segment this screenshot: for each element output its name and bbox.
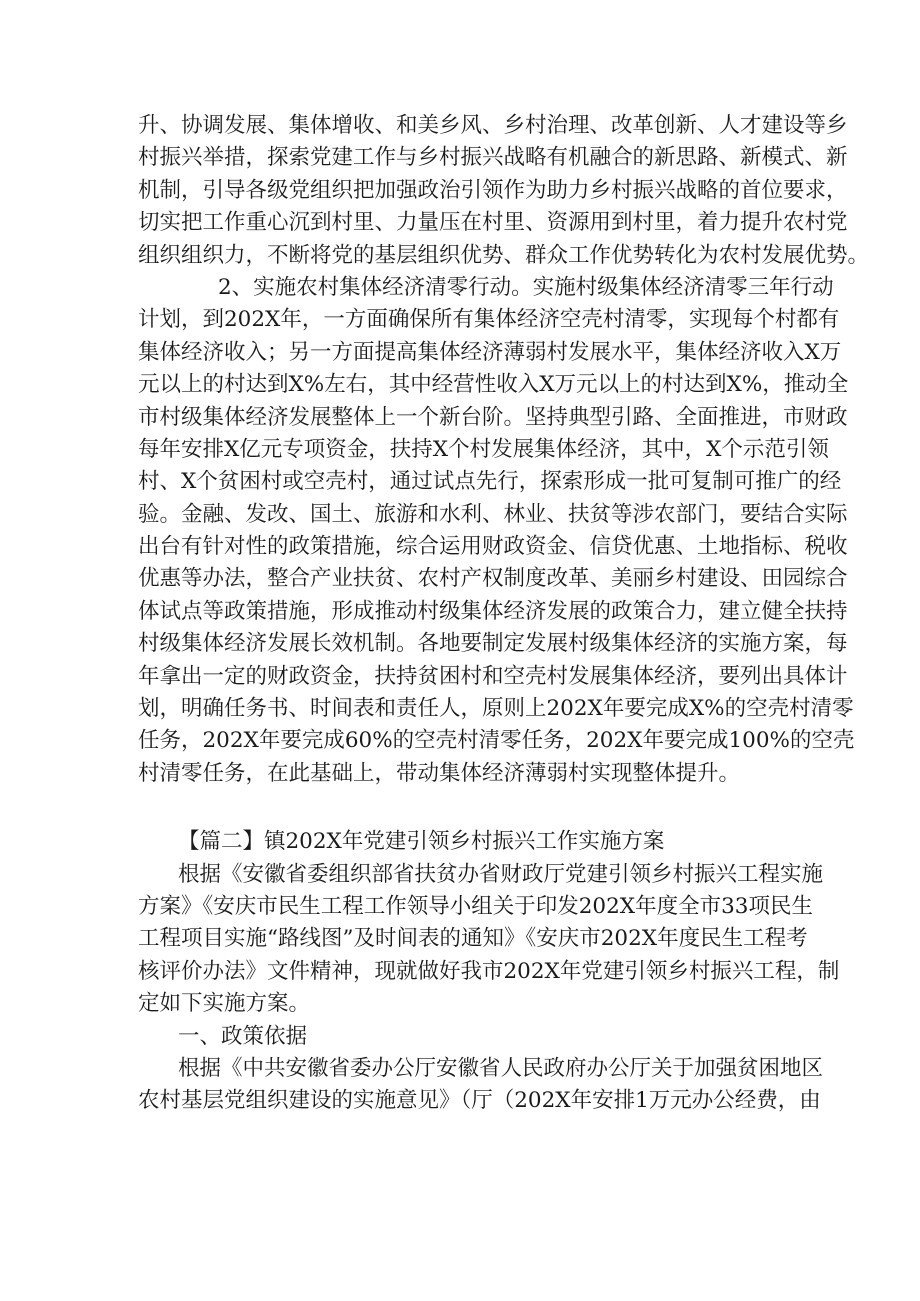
- paragraph-line: 市村级集体经济发展整体上一个新台阶。坚持典型引路、全面推进，市财政: [138, 404, 848, 430]
- paragraph-line: 每年安排X亿元专项资金，扶持X个村发展集体经济，其中，X个示范引领: [138, 436, 829, 462]
- paragraph-line: 工程项目实施“路线图”及时间表的通知》《安庆市202X年度民生工程考: [138, 926, 808, 952]
- paragraph-line: 年拿出一定的财政资金，扶持贫困村和空壳村发展集体经济，要列出具体计: [138, 663, 848, 689]
- paragraph-line: 村振兴举措，探索党建工作与乡村振兴战略有机融合的新思路、新模式、新: [138, 145, 848, 171]
- paragraph-line: 根据《安徽省委组织部省扶贫办省财政厅党建引领乡村振兴工程实施: [178, 861, 824, 887]
- paragraph-line: 验。金融、发改、国土、旅游和水利、林业、扶贫等涉农部门，要结合实际: [138, 501, 848, 527]
- paragraph-2: [138, 272, 855, 790]
- paragraph-line: 元以上的村达到X%左右，其中经营性收入X万元以上的村达到X%，推动全: [138, 372, 849, 398]
- policy-heading: 一、政策依据: [178, 1023, 308, 1049]
- paragraph-line: 集体经济收入；另一方面提高集体经济薄弱村发展水平，集体经济收入X万: [138, 339, 842, 365]
- paragraph-line: 根据《中共安徽省委办公厅安徽省人民政府办公厅关于加强贫困地区: [178, 1055, 824, 1081]
- paragraph-line: 优惠等办法，整合产业扶贫、农村产权制度改革、美丽乡村建设、田园综合: [138, 566, 848, 592]
- paragraph-line: 升、协调发展、集体增收、和美乡风、乡村治理、改革创新、人才建设等乡: [138, 113, 848, 138]
- paragraph-4: [138, 1053, 824, 1118]
- paragraph-line: 2、实施农村集体经济清零行动。实施村级集体经济清零三年行动: [218, 274, 834, 300]
- paragraph-3: [138, 859, 840, 1021]
- paragraph-line: 划，明确任务书、时间表和责任人，原则上202X年要完成X%的空壳村清零: [138, 696, 854, 722]
- paragraph-line: 农村基层党组织建设的实施意见》（厅（202X年安排1万元办公经费，由: [138, 1088, 821, 1114]
- paragraph-line: 体试点等政策措施，形成推动村级集体经济发展的政策合力，建立健全扶持: [138, 598, 848, 624]
- document-page: [138, 110, 870, 1118]
- paragraph-line: 方案》《安庆市民生工程工作领导小组关于印发202X年度全市33项民生: [138, 893, 813, 919]
- paragraph-line: 村级集体经济发展长效机制。各地要制定发展村级集体经济的实施方案，每: [138, 631, 848, 657]
- paragraph-line: 核评价办法》文件精神，现就做好我市202X年党建引领乡村振兴工程，制: [138, 958, 840, 984]
- section-heading: 【篇二】镇202X年党建引领乡村振兴工作实施方案: [178, 829, 665, 855]
- paragraph-line: 机制，引导各级党组织把加强政治引领作为助力乡村振兴战略的首位要求，: [138, 177, 848, 203]
- paragraph-gap: [138, 790, 793, 826]
- paragraph-line: 切实把工作重心沉到村里、力量压在村里、资源用到村里，着力提升农村党: [138, 210, 848, 236]
- paragraph-line: 计划，到202X年，一方面确保所有集体经济空壳村清零，实现每个村都有: [138, 307, 840, 333]
- paragraph-1: [138, 110, 870, 272]
- paragraph-line: 定如下实施方案。: [138, 991, 311, 1017]
- paragraph-line: 组织组织力，不断将党的基层组织优势、群众工作优势转化为农村发展优势。: [138, 242, 870, 268]
- paragraph-line: 村、X个贫困村或空壳村，通过试点先行，探索形成一批可复制可推广的经: [138, 469, 842, 495]
- paragraph-line: 任务，202X年要完成60%的空壳村清零任务，202X年要完成100%的空壳: [138, 728, 855, 754]
- paragraph-line: 出台有针对性的政策措施，综合运用财政资金、信贷优惠、土地指标、税收: [138, 534, 848, 560]
- paragraph-line: 村清零任务，在此基础上，带动集体经济薄弱村实现整体提升。: [138, 760, 741, 786]
